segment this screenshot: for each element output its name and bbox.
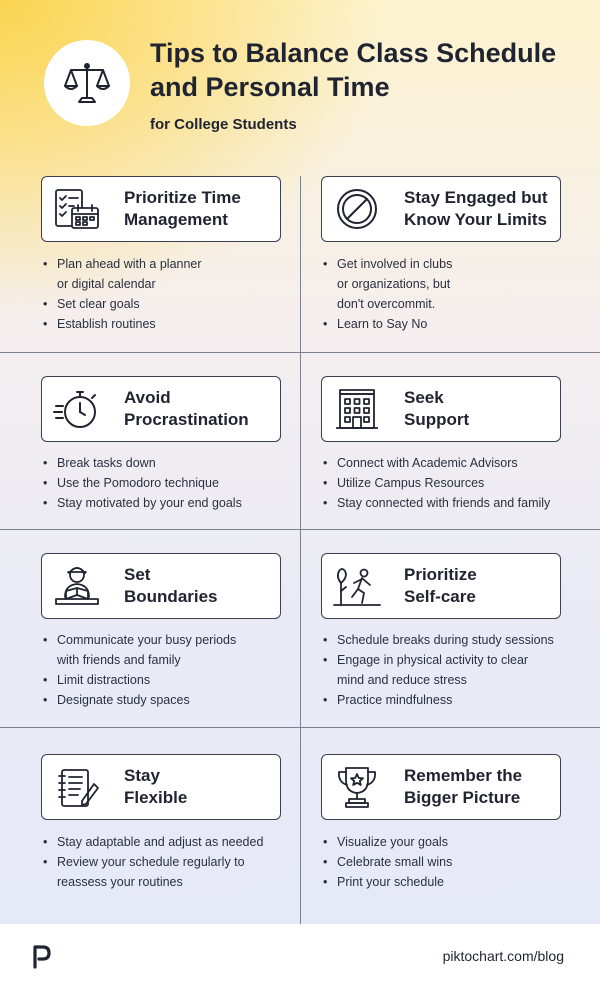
tip-bullets xyxy=(321,832,452,892)
prohibited-icon xyxy=(326,178,388,240)
tip-card-prioritize-time-management xyxy=(41,176,281,242)
tip-card-seek-support xyxy=(321,376,561,442)
list-item: • Schedule breaks during study sessions xyxy=(321,630,554,650)
tip-bullets xyxy=(41,630,236,710)
column-divider xyxy=(300,176,301,924)
tip-title: Remember the Bigger Picture xyxy=(404,766,523,807)
tip-title: Stay Flexible xyxy=(124,766,188,807)
tip-title: Prioritize Time Management xyxy=(124,188,241,229)
list-item: • Engage in physical activity to clear mind and reduce stress xyxy=(321,650,554,690)
tip-bullets xyxy=(321,630,554,710)
student-desk-icon xyxy=(46,555,108,617)
list-item: • Break tasks down xyxy=(41,453,242,473)
tip-title: Avoid Procrastination xyxy=(124,388,249,429)
list-item: • Connect with Academic Advisors xyxy=(321,453,550,473)
list-item: • Establish routines xyxy=(41,314,202,334)
row-divider xyxy=(0,352,600,353)
row-divider xyxy=(0,529,600,530)
list-item: • Plan ahead with a planner or digital calendar xyxy=(41,254,202,294)
tip-title: Stay Engaged but Know Your Limits xyxy=(404,188,548,229)
list-item: • Get involved in clubs or organizations, but don't overcommit. xyxy=(321,254,452,314)
list-item: • Designate study spaces xyxy=(41,690,236,710)
list-item: • Stay connected with friends and family xyxy=(321,493,550,513)
list-item: • Set clear goals xyxy=(41,294,202,314)
tip-title: Set Boundaries xyxy=(124,565,218,606)
stopwatch-icon xyxy=(46,378,108,440)
tip-card-avoid-procrastination xyxy=(41,376,281,442)
list-item: • Use the Pomodoro technique xyxy=(41,473,242,493)
runner-icon xyxy=(326,555,388,617)
tip-card-bigger-picture xyxy=(321,754,561,820)
tip-card-stay-flexible xyxy=(41,754,281,820)
building-icon xyxy=(326,378,388,440)
tip-bullets xyxy=(321,254,452,334)
list-item: • Visualize your goals xyxy=(321,832,452,852)
tip-bullets xyxy=(321,453,550,513)
checklist-calendar-icon xyxy=(46,178,108,240)
list-item: • Learn to Say No xyxy=(321,314,452,334)
page-title: Tips to Balance Class Schedule and Personal Time xyxy=(150,38,557,102)
trophy-icon xyxy=(326,756,388,818)
tip-bullets xyxy=(41,254,202,334)
list-item: • Print your schedule xyxy=(321,872,452,892)
piktochart-logo-icon[interactable] xyxy=(32,943,52,969)
list-item: • Review your schedule regularly to reassess your routines xyxy=(41,852,263,892)
page-subtitle: for College Students xyxy=(150,116,297,133)
list-item: • Communicate your busy periods with friends and family xyxy=(41,630,236,670)
tip-title: Seek Support xyxy=(404,388,470,429)
list-item: • Celebrate small wins xyxy=(321,852,452,872)
header-logo xyxy=(44,40,130,126)
balance-scale-icon xyxy=(62,58,112,108)
header xyxy=(0,0,600,160)
tip-bullets xyxy=(41,453,242,513)
tip-card-stay-engaged xyxy=(321,176,561,242)
list-item: • Utilize Campus Resources xyxy=(321,473,550,493)
tip-card-set-boundaries xyxy=(41,553,281,619)
row-divider xyxy=(0,727,600,728)
list-item: • Stay adaptable and adjust as needed xyxy=(41,832,263,852)
tip-title: Prioritize Self-care xyxy=(404,565,477,606)
footer xyxy=(0,924,600,986)
list-item: • Stay motivated by your end goals xyxy=(41,493,242,513)
notepad-pencil-icon xyxy=(46,756,108,818)
list-item: • Practice mindfulness xyxy=(321,690,554,710)
footer-link[interactable]: piktochart.com/blog xyxy=(442,948,564,964)
list-item: • Limit distractions xyxy=(41,670,236,690)
tip-bullets xyxy=(41,832,263,892)
tip-card-prioritize-self-care xyxy=(321,553,561,619)
